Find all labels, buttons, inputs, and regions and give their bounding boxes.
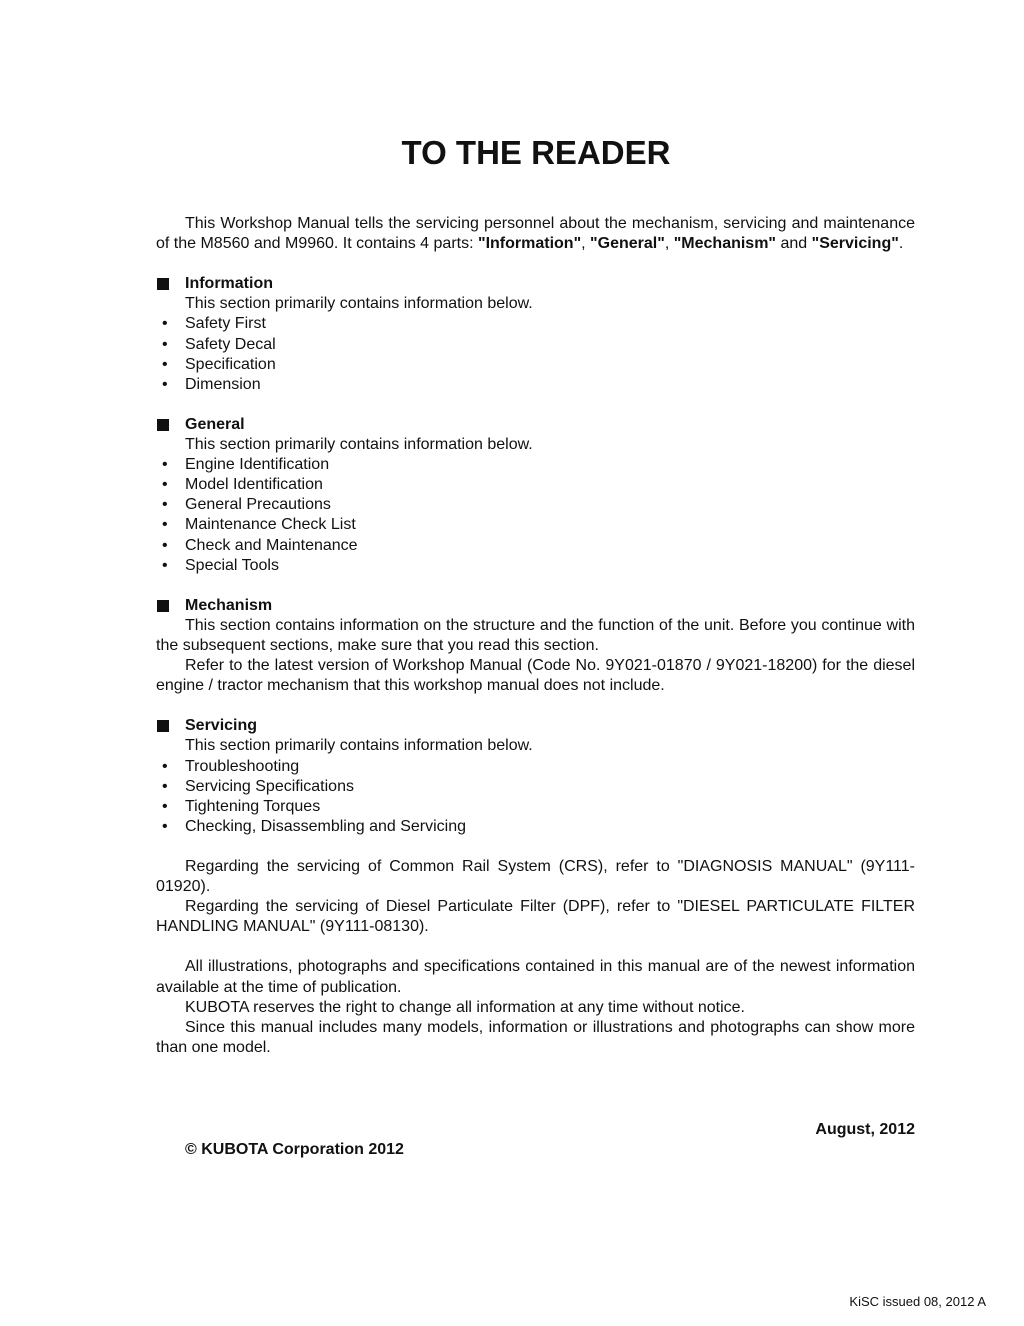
list-item: • Tightening Torques — [162, 797, 321, 815]
information-list — [156, 314, 915, 394]
section-heading-servicing: Servicing — [156, 716, 915, 736]
list-item: • Dimension — [162, 375, 261, 393]
servicing-list — [156, 757, 915, 837]
list-item: • Safety Decal — [162, 335, 276, 353]
document-body — [156, 214, 915, 1058]
closing-paragraph: Since this manual includes many models, information or illustrations and photographs can show more than one model. — [156, 1018, 915, 1056]
crs-note: Regarding the servicing of Common Rail System (CRS), refer to "DIAGNOSIS MANUAL" (9Y111-01920). — [156, 858, 915, 896]
square-bullet-icon — [157, 600, 169, 612]
section-heading-general: General — [156, 415, 915, 435]
list-item: • Checking, Disassembling and Servicing — [162, 817, 467, 835]
square-bullet-icon — [157, 720, 169, 732]
square-bullet-icon — [157, 419, 169, 431]
list-item: • Engine Identification — [162, 456, 330, 474]
list-item: • Safety First — [162, 315, 266, 333]
closing-paragraph: KUBOTA reserves the right to change all information at any time without notice. — [185, 998, 745, 1016]
dpf-note: Regarding the servicing of Diesel Particulate Filter (DPF), refer to "DIESEL PARTICULATE FILTER HANDLING MANUAL" (9Y111-08130). — [156, 898, 915, 936]
square-bullet-icon — [157, 278, 169, 290]
mechanism-reference-paragraph: Refer to the latest version of Workshop Manual (Code No. 9Y021-01870 / 9Y021-18200) for the diesel engine / tractor mechanism that this workshop manual does not include. — [156, 657, 915, 695]
general-list — [156, 455, 915, 576]
list-item: • General Precautions — [162, 496, 331, 514]
list-item: • Troubleshooting — [162, 757, 300, 775]
list-item: • Servicing Specifications — [162, 777, 354, 795]
section-heading-mechanism: Mechanism — [156, 596, 915, 616]
closing-paragraph: All illustrations, photographs and specifications contained in this manual are of the newest information available at the time of publication. — [156, 958, 915, 996]
list-item: • Maintenance Check List — [162, 516, 356, 534]
page-title: TO THE READER — [401, 134, 671, 171]
list-item: • Model Identification — [162, 476, 323, 494]
mechanism-paragraph: This section contains information on the structure and the function of the unit. Before you continue with the subsequent sections, make sure that you read this section. — [156, 616, 915, 654]
section-intro: This section primarily contains information below. — [185, 295, 533, 313]
section-intro: This section primarily contains information below. — [185, 436, 533, 454]
copyright-notice: © KUBOTA Corporation 2012 — [185, 1141, 404, 1158]
list-item: • Check and Maintenance — [162, 536, 358, 554]
list-item: • Special Tools — [162, 556, 279, 574]
page-footer: KiSC issued 08, 2012 A — [849, 1294, 986, 1309]
publication-date: August, 2012 — [815, 1121, 915, 1138]
list-item: • Specification — [162, 355, 276, 373]
intro-paragraph: This Workshop Manual tells the servicing personnel about the mechanism, servicing and maintenance of the M8560 and M9960. It contains 4 parts: "Information", "General", "Mechanism" and "Servicing". — [156, 215, 915, 253]
section-heading-information: Information — [156, 274, 915, 294]
section-intro: This section primarily contains information below. — [185, 737, 533, 755]
